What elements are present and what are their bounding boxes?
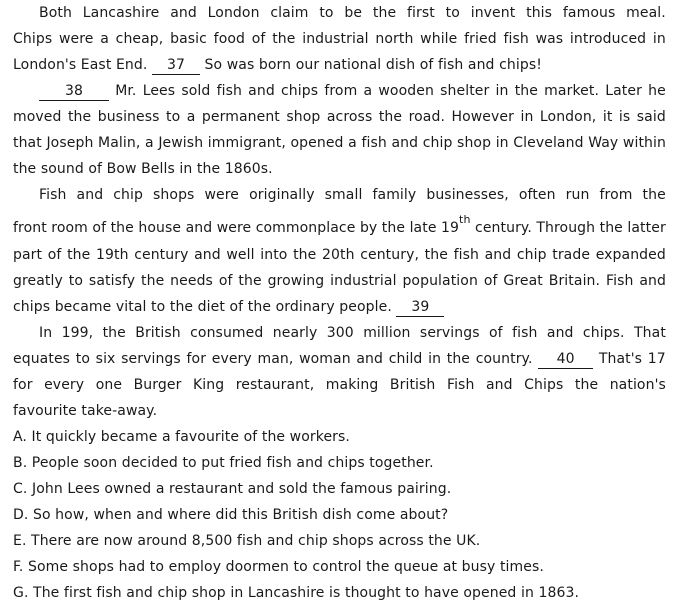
blank-39[interactable]: 39 <box>396 298 444 317</box>
word: a <box>186 109 196 125</box>
word: Chips <box>524 377 564 393</box>
word: first <box>406 5 435 21</box>
word: famous <box>562 5 616 21</box>
paragraph-1-line-3 <box>13 52 666 78</box>
word: century, <box>360 247 420 263</box>
word: of <box>483 273 498 289</box>
p4-line-4-text: favourite take-away. <box>13 403 158 419</box>
word: immigrant, <box>207 135 286 151</box>
word: in <box>495 135 509 151</box>
word: London <box>207 5 260 21</box>
word: the <box>599 220 623 236</box>
option-b[interactable]: B. People soon decided to put fried fish and chips together. <box>13 455 434 471</box>
word: road. <box>408 109 445 125</box>
word: in <box>652 31 666 47</box>
word: However <box>451 109 514 125</box>
word: were <box>58 31 94 47</box>
word: making <box>325 377 379 393</box>
word: family <box>372 187 417 203</box>
word: the <box>514 83 538 99</box>
word: needs <box>170 273 213 289</box>
blank-38[interactable]: 38 <box>39 82 109 101</box>
word: he <box>648 83 666 99</box>
word: to <box>75 351 90 367</box>
word: That's <box>598 351 643 367</box>
word: Cleveland <box>513 135 584 151</box>
p3-text-before-blank: chips became vital to the diet of the ordinary people. <box>13 299 397 315</box>
word: Lancashire <box>82 5 160 21</box>
word: within <box>622 135 666 151</box>
word: to <box>68 273 84 289</box>
word: across <box>326 109 373 125</box>
word: basic <box>170 31 207 47</box>
word: wooden <box>378 83 434 99</box>
paragraph-2-line-4 <box>13 156 666 182</box>
word: small <box>324 187 363 203</box>
word: the <box>272 31 296 47</box>
word: man, <box>257 351 294 367</box>
word: a <box>363 83 373 99</box>
word: fish <box>216 83 242 99</box>
word: Fish <box>39 187 67 203</box>
word: and <box>248 83 275 99</box>
word: of <box>218 273 233 289</box>
word: for <box>13 377 33 393</box>
word: the <box>293 247 317 263</box>
word: is <box>618 109 631 125</box>
p1-text-after-blank: So was born our national dish of fish and chips! <box>199 57 542 73</box>
option-d[interactable]: D. So how, when and where did this British dish come about? <box>13 507 449 523</box>
word: and <box>484 247 512 263</box>
word: equates <box>13 351 71 367</box>
word: businesses, <box>426 187 509 203</box>
word: market. <box>544 83 600 99</box>
word: Chips <box>13 31 53 47</box>
word: and <box>170 5 197 21</box>
word: 20th <box>322 247 355 263</box>
word: woman <box>299 351 351 367</box>
word: and <box>356 351 384 367</box>
word: London, <box>539 109 597 125</box>
word: nearly <box>272 325 318 341</box>
word: this <box>526 5 553 21</box>
word: consumed <box>190 325 264 341</box>
option-g[interactable]: G. The first fish and chip shop in Lancashire is thought to have opened in 1863. <box>13 585 580 601</box>
paragraph-3-line-4 <box>13 268 666 294</box>
option-a[interactable]: A. It quickly became a favourite of the workers. <box>13 429 350 445</box>
word: Fish <box>446 377 475 393</box>
word: latter <box>627 220 666 236</box>
word: north <box>375 31 414 47</box>
word: were <box>204 187 240 203</box>
word: that <box>13 135 42 151</box>
word: the <box>372 5 397 21</box>
word: fish <box>512 325 538 341</box>
word: be <box>344 5 363 21</box>
word: Both <box>39 5 72 21</box>
word: chip <box>422 135 453 151</box>
word: satisfy <box>88 273 136 289</box>
word: and <box>391 135 419 151</box>
word: commonplace <box>255 220 356 236</box>
word: 300 <box>326 325 354 341</box>
blank-40[interactable]: 40 <box>538 350 593 369</box>
word: 199, <box>61 325 94 341</box>
word: population <box>402 273 478 289</box>
word: British <box>135 325 181 341</box>
word: meal. <box>626 5 666 21</box>
word: originally <box>249 187 315 203</box>
paragraph-4-line-2 <box>13 346 666 372</box>
word: shelter <box>440 83 490 99</box>
word: trade <box>552 247 591 263</box>
paragraph-4-line-4 <box>13 398 666 424</box>
paragraph-3-line-5 <box>13 294 666 320</box>
paragraph-4-line-3 <box>13 372 666 398</box>
word: moved <box>13 109 62 125</box>
word: six <box>95 351 116 367</box>
paragraph-1-line-2 <box>13 26 666 52</box>
word: cheap, <box>115 31 164 47</box>
word: and <box>546 325 574 341</box>
option-e[interactable]: E. There are now around 8,500 fish and chip shops across the UK. <box>13 533 481 549</box>
word: and <box>639 273 666 289</box>
word: permanent <box>201 109 280 125</box>
word: 19th <box>95 247 129 263</box>
word: from <box>324 83 358 99</box>
word: business <box>97 109 160 125</box>
word: in <box>520 109 534 125</box>
word: while <box>420 31 458 47</box>
word: Through <box>536 220 596 236</box>
word: invent <box>470 5 516 21</box>
word: the <box>110 220 134 236</box>
word: the <box>381 220 406 236</box>
word: a <box>348 135 357 151</box>
word: often <box>518 187 556 203</box>
word: 17 <box>647 351 666 367</box>
word: growing <box>267 273 325 289</box>
word: food <box>213 31 246 47</box>
word: the <box>446 351 471 367</box>
word: Jewish <box>158 135 204 151</box>
word: introduced <box>569 31 647 47</box>
word: and <box>185 220 213 236</box>
word: run <box>565 187 590 203</box>
word: Britain. <box>548 273 601 289</box>
word: every <box>44 377 85 393</box>
word: and <box>485 377 513 393</box>
word: chips <box>281 83 319 99</box>
word: British <box>389 377 436 393</box>
word: the <box>642 187 666 203</box>
word: to <box>166 109 181 125</box>
word: nation's <box>609 377 666 393</box>
word: chip <box>113 187 143 203</box>
option-c[interactable]: C. John Lees owned a restaurant and sold the famous pairing. <box>13 481 452 497</box>
word: every <box>211 351 252 367</box>
paragraph-4-line-1 <box>13 320 666 346</box>
word: Later <box>605 83 642 99</box>
paragraph-3-line-2 <box>13 208 666 242</box>
word: fried <box>464 31 497 47</box>
word: by <box>359 220 378 236</box>
word: of <box>92 220 107 236</box>
word: in <box>428 351 442 367</box>
paragraph-2-line-1 <box>13 78 666 104</box>
word: claim <box>270 5 309 21</box>
word: in <box>495 83 509 99</box>
word: servings <box>419 325 480 341</box>
word: fish <box>361 135 387 151</box>
word: 19th <box>441 213 471 236</box>
word: a <box>100 31 109 47</box>
word: said <box>636 109 666 125</box>
word: to <box>319 5 334 21</box>
word: the <box>574 377 599 393</box>
word: the <box>141 273 165 289</box>
word: the <box>238 273 262 289</box>
word: house <box>138 220 182 236</box>
word: Burger <box>133 377 182 393</box>
p2-line-4-text: the sound of Bow Bells in the 1860s. <box>13 161 273 177</box>
word: of <box>47 247 62 263</box>
word: shop <box>457 135 492 151</box>
word: expanded <box>595 247 666 263</box>
word: sold <box>181 83 211 99</box>
paragraph-1-line-1 <box>13 0 666 26</box>
word: room <box>51 220 88 236</box>
word: to <box>445 5 460 21</box>
word: fish <box>503 31 529 47</box>
word: the <box>102 325 126 341</box>
word: one <box>95 377 123 393</box>
word: were <box>216 220 252 236</box>
word: for <box>186 351 207 367</box>
word: chip <box>516 247 547 263</box>
word: chips. <box>582 325 625 341</box>
paragraph-3-line-3 <box>13 242 666 268</box>
word: Joseph <box>46 135 94 151</box>
word: restaurant, <box>235 377 315 393</box>
word: into <box>260 247 288 263</box>
word: the <box>67 109 92 125</box>
word: front <box>13 220 47 236</box>
word: a <box>145 135 154 151</box>
word: Malin, <box>98 135 141 151</box>
word: fish <box>453 247 479 263</box>
word: of <box>489 325 503 341</box>
word: late <box>409 220 437 236</box>
paragraph-2-line-2 <box>13 104 666 130</box>
word: the <box>378 109 403 125</box>
word: the <box>424 247 448 263</box>
word: Lees <box>142 83 176 99</box>
word: servings <box>121 351 181 367</box>
word: the <box>67 247 91 263</box>
p1-text-before-blank: London's East End. <box>13 57 152 73</box>
word: greatly <box>13 273 63 289</box>
word: well <box>226 247 255 263</box>
paragraph-2-line-3 <box>13 130 666 156</box>
word: from <box>599 187 633 203</box>
word: part <box>13 247 43 263</box>
word: industrial <box>302 31 369 47</box>
word: industrial <box>330 273 397 289</box>
word: Way <box>588 135 619 151</box>
word: That <box>634 325 666 341</box>
word: and <box>76 187 104 203</box>
word: shops <box>153 187 195 203</box>
word: shop <box>286 109 321 125</box>
word: opened <box>290 135 344 151</box>
option-f[interactable]: F. Some shops had to employ doormen to control the queue at busy times. <box>13 559 544 575</box>
word: century. <box>475 220 532 236</box>
word: King <box>192 377 225 393</box>
word: was <box>535 31 564 47</box>
word: Great <box>503 273 543 289</box>
word: century <box>134 247 189 263</box>
word: of <box>251 31 266 47</box>
paragraph-3-line-1 <box>13 182 666 208</box>
word: and <box>194 247 221 263</box>
word: million <box>363 325 411 341</box>
word: it <box>602 109 613 125</box>
word: child <box>388 351 423 367</box>
blank-37[interactable]: 37 <box>152 56 200 75</box>
word: Mr. <box>115 83 137 99</box>
word: In <box>39 325 53 341</box>
word: country. <box>475 351 533 367</box>
superscript-th: th <box>459 213 471 226</box>
word: Fish <box>605 273 634 289</box>
